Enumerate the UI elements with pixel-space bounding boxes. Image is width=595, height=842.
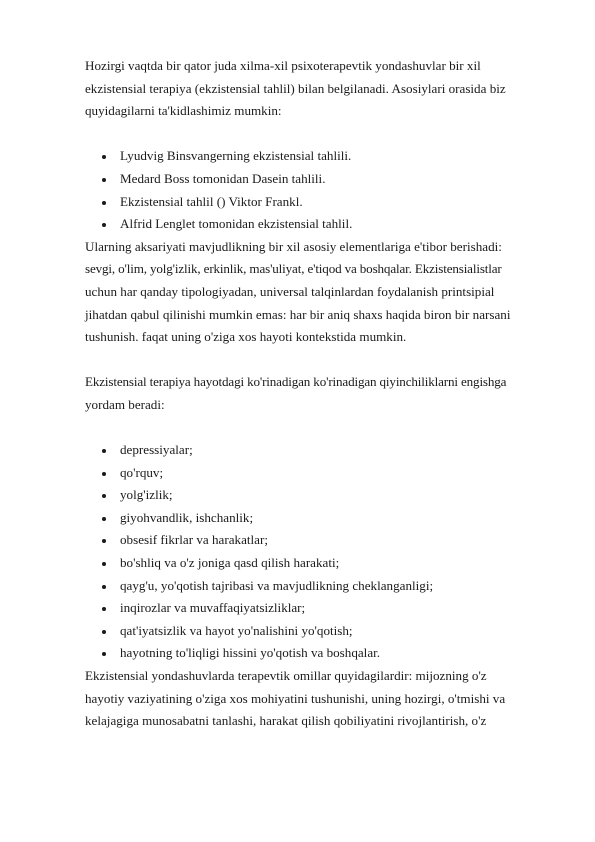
list-item [85, 552, 553, 575]
list-item [85, 439, 553, 462]
text-line: yordam beradi: [85, 396, 165, 412]
therapeutic-factors-paragraph [85, 665, 553, 733]
text-line: jihatdan qabul qilinishi mumkin emas: har bir aniq shaxs haqida biron bir narsani [85, 306, 511, 322]
list-item [85, 145, 553, 168]
list-item [85, 507, 553, 530]
list-item-text: obsesif fikrlar va harakatlar; [120, 532, 268, 548]
text-line: kelajagiga munosabatni tanlashi, harakat qilish qobiliyatini rivojlantirish, o'z [85, 713, 487, 729]
list-item [85, 462, 553, 485]
list-item [85, 620, 553, 643]
text-line: sevgi, o'lim, yolg'izlik, erkinlik, mas'uliyat, e'tiqod va boshqalar. Ekzistensialistlar [85, 261, 502, 277]
common-elements-paragraph [85, 236, 553, 349]
bullet-icon [102, 223, 106, 227]
bullet-icon [102, 201, 106, 205]
list-item-text: Ekzistensial tahlil () Viktor Frankl. [120, 193, 303, 209]
list-item-text: bo'shliq va o'z joniga qasd qilish harakati; [120, 555, 340, 571]
spacer [85, 123, 553, 146]
list-item-text: qo'rquv; [120, 464, 164, 480]
help-paragraph [85, 371, 553, 416]
list-item-text: qayg'u, yo'qotish tajribasi va mavjudlikning cheklanganligi; [120, 577, 434, 593]
list-item-text: inqirozlar va muvaffaqiyatsizliklar; [120, 600, 306, 616]
list-item-text: Medard Boss tomonidan Dasein tahlili. [120, 170, 326, 186]
text-line: tushunish. faqat uning o'ziga xos hayoti kontekstida mumkin. [85, 329, 407, 345]
bullet-icon [102, 652, 106, 656]
text-line: Ularning aksariyati mavjudlikning bir xil asosiy elementlariga e'tibor berishadi: [85, 238, 502, 254]
bullet-icon [102, 449, 106, 453]
text-line: ekzistensial terapiya (ekzistensial tahlil) bilan belgilanadi. Asosiylari orasida biz [85, 80, 506, 96]
bullet-icon [102, 585, 106, 589]
list-item [85, 191, 553, 214]
bullet-icon [102, 472, 106, 476]
list-item [85, 642, 553, 665]
bullet-icon [102, 494, 106, 498]
list-item-text: qat'iyatsizlik va hayot yo'nalishini yo'qotish; [120, 622, 353, 638]
list-item-text: depressiyalar; [120, 442, 193, 458]
bullet-icon [102, 178, 106, 182]
spacer [85, 417, 553, 440]
list-item [85, 529, 553, 552]
bullet-icon [102, 607, 106, 611]
list-item [85, 484, 553, 507]
list-item-text: Alfrid Lenglet tomonidan ekzistensial tahlil. [120, 216, 353, 232]
approaches-list [85, 145, 553, 235]
spacer [85, 349, 553, 372]
list-item-text: Lyudvig Binsvangerning ekzistensial tahlili. [120, 148, 352, 164]
intro-paragraph [85, 55, 553, 123]
bullet-icon [102, 539, 106, 543]
bullet-icon [102, 517, 106, 521]
list-item [85, 575, 553, 598]
list-item [85, 213, 553, 236]
bullet-icon [102, 630, 106, 634]
list-item-text: giyohvandlik, ishchanlik; [120, 509, 254, 525]
text-line: quyidagilarni ta'kidlashimiz mumkin: [85, 103, 282, 119]
text-line: uchun har qanday tipologiyadan, universal talqinlardan foydalanish printsipial [85, 283, 495, 299]
text-line: Ekzistensial terapiya hayotdagi ko'rinadigan ko'rinadigan qiyinchiliklarni engishga [85, 374, 507, 390]
list-item [85, 597, 553, 620]
text-line: hayotiy vaziyatining o'ziga xos mohiyatini tushunishi, uning hozirgi, o'tmishi va [85, 690, 506, 706]
document-page [85, 55, 553, 733]
bullet-icon [102, 155, 106, 159]
text-line: Ekzistensial yondashuvlarda terapevtik omillar quyidagilardir: mijozning o'z [85, 668, 487, 684]
list-item-text: hayotning to'liqligi hissini yo'qotish va boshqalar. [120, 645, 381, 661]
list-item-text: yolg'izlik; [120, 487, 173, 503]
difficulties-list [85, 439, 553, 665]
bullet-icon [102, 562, 106, 566]
list-item [85, 168, 553, 191]
text-line: Hozirgi vaqtda bir qator juda xilma-xil psixoterapevtik yondashuvlar bir xil [85, 58, 481, 73]
